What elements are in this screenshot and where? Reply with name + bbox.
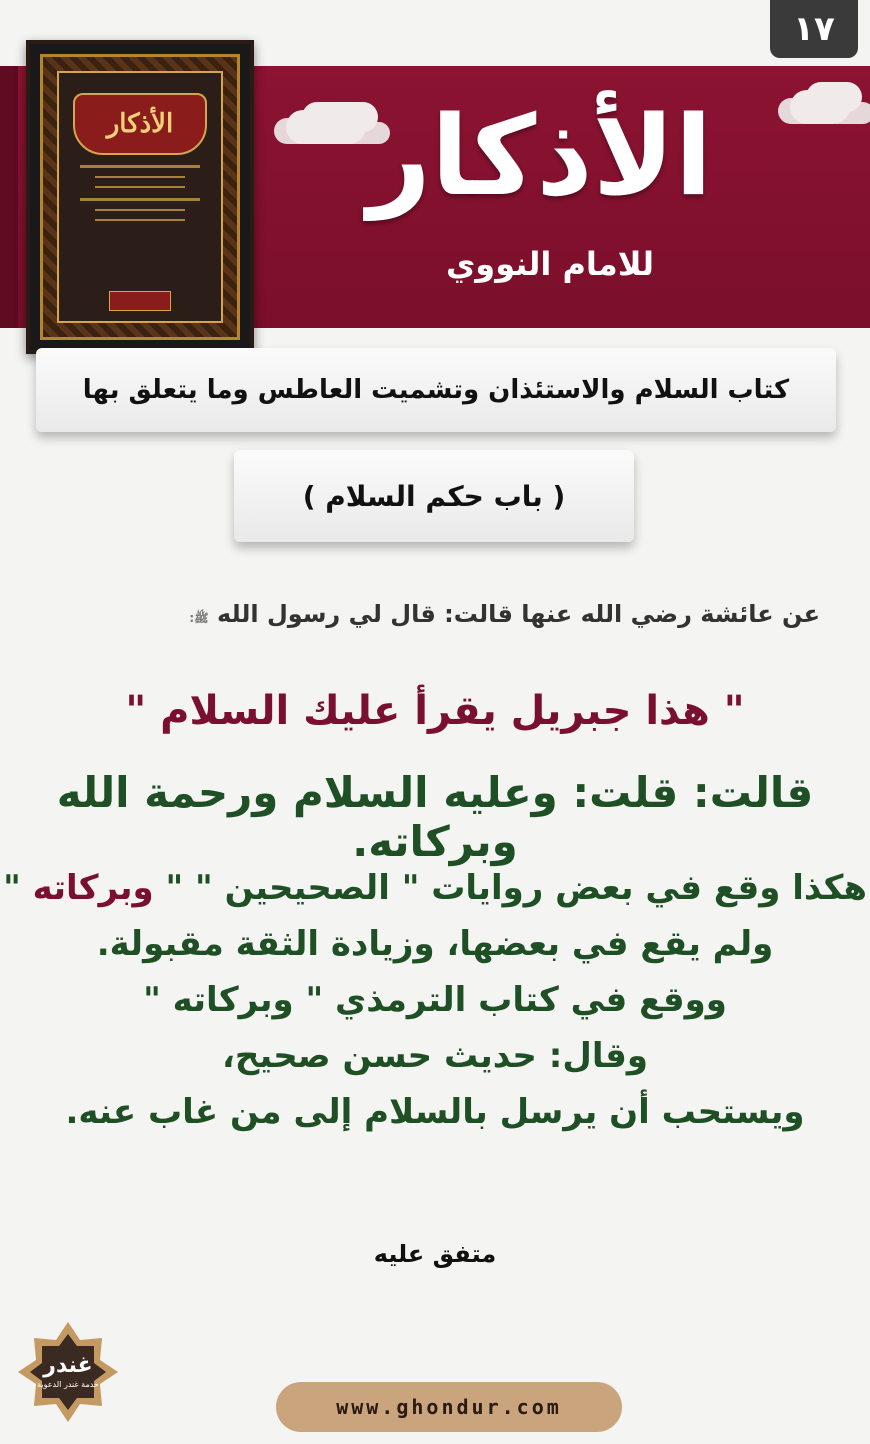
book-cover-line [95, 219, 185, 221]
logo-tagline: خدمة غندر الدعوية [37, 1380, 99, 1389]
commentary-line-3: ووقع في كتاب الترمذي " وبركاته " [143, 980, 727, 1020]
book-cover-panel [57, 71, 223, 323]
commentary-text: هكذا وقع في بعض روايات " الصحيحين " " [165, 868, 867, 908]
narration-intro [40, 600, 820, 628]
book-cover-line [80, 165, 200, 168]
book-cover-border [40, 54, 240, 340]
website-link[interactable]: www.ghondur.com [276, 1382, 622, 1432]
book-cover-line [95, 209, 185, 211]
commentary-text: " [3, 868, 21, 908]
logo-name-text: غندر [43, 1353, 93, 1378]
book-cover-line [95, 186, 185, 188]
hadith-quote: " هذا جبريل يقرأ عليك السلام " [125, 688, 745, 734]
book-cover-image [26, 40, 254, 354]
logo-name [37, 1355, 99, 1389]
page-number-badge: ١٧ [770, 0, 858, 58]
hadith-reply: قالت: قلت: وعليه السلام ورحمة الله وبركاته. [56, 768, 814, 866]
narration-text: عن عائشة رضي الله عنها قالت: قال لي رسول الله [217, 600, 820, 628]
honorific-glyph: ﷺ: [189, 611, 209, 625]
book-cover-line [80, 198, 200, 201]
commentary-line-2: ولم يقع في بعضها، وزيادة الثقة مقبولة. [96, 924, 774, 964]
bab-heading-text: ( باب حكم السلام ) [302, 479, 566, 513]
bab-heading [234, 450, 634, 542]
book-cover-line [95, 176, 185, 178]
ghondur-logo [16, 1320, 120, 1424]
banner-edge [0, 66, 18, 328]
kitab-heading-text: كتاب السلام والاستئذان وتشميت العاطس وما يتعلق بها [82, 375, 790, 405]
page-title: الأذكار [367, 92, 713, 220]
commentary-accent: وبركاته [32, 868, 154, 908]
book-publisher-plate [109, 291, 171, 311]
kitab-heading [36, 348, 836, 432]
hadith-grade: متفق عليه [373, 1240, 497, 1268]
cloud-decoration [790, 90, 850, 124]
page-subtitle: للامام النووي [445, 245, 655, 283]
commentary-line-4: وقال: حديث حسن صحيح، [221, 1036, 649, 1076]
commentary [0, 860, 870, 1140]
book-cover-title: الأذكار [73, 93, 207, 155]
commentary-line-5: ويستحب أن يرسل بالسلام إلى من غاب عنه. [65, 1092, 805, 1132]
commentary-line-1 [0, 860, 870, 916]
